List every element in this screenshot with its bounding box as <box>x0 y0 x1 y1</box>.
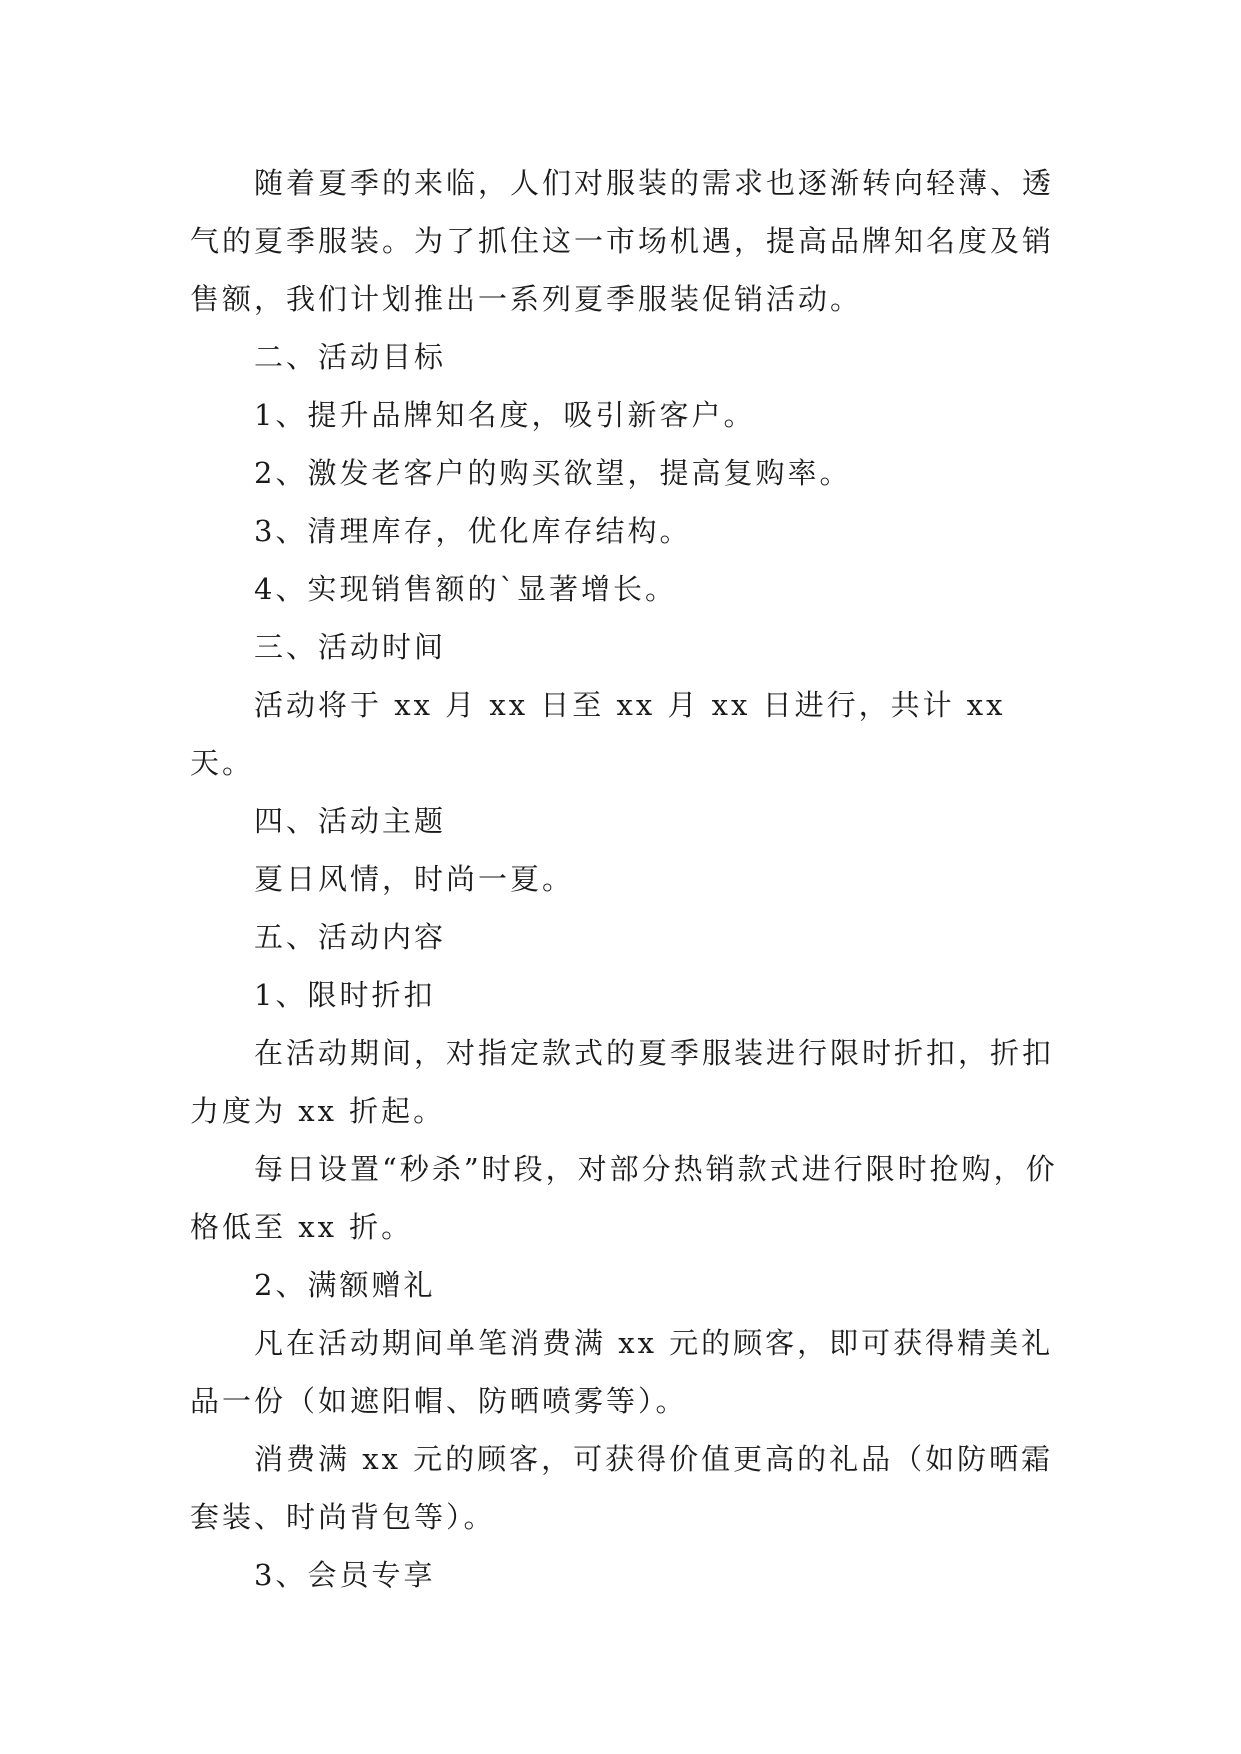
section-heading-goals: 二、活动目标 <box>254 340 447 374</box>
section-heading-content: 五、活动内容 <box>254 920 447 954</box>
subheading-discount: 1、限时折扣 <box>254 978 436 1012</box>
theme-paragraph: 夏日风情，时尚一夏。 <box>254 862 575 896</box>
time-paragraph: 活动将于 xx 月 xx 日至 xx 月 xx 日进行，共计 xx 天。 <box>190 688 1006 780</box>
goal-item-3: 3、清理库存，优化库存结构。 <box>254 514 692 548</box>
gift-paragraph-2: 消费满 xx 元的顾客，可获得价值更高的礼品（如防晒霜套装、时尚背包等）。 <box>190 1442 1054 1534</box>
subheading-member: 3、会员专享 <box>254 1558 436 1592</box>
goal-item-1: 1、提升品牌知名度，吸引新客户。 <box>254 398 756 432</box>
document-body <box>190 154 1060 1604</box>
intro-paragraph: 随着夏季的来临，人们对服装的需求也逐渐转向轻薄、透气的夏季服装。为了抓住这一市场机遇，提高品牌知名度及销售额，我们计划推出一系列夏季服装促销活动。 <box>190 166 1055 316</box>
section-heading-theme: 四、活动主题 <box>254 804 447 838</box>
section-heading-time: 三、活动时间 <box>254 630 447 664</box>
gift-paragraph-1: 凡在活动期间单笔消费满 xx 元的顾客，即可获得精美礼品一份（如遮阳帽、防晒喷雾等）。 <box>190 1326 1054 1418</box>
goal-item-4: 4、实现销售额的`显著增长。 <box>254 572 677 606</box>
discount-paragraph-1: 在活动期间，对指定款式的夏季服装进行限时折扣，折扣力度为 xx 折起。 <box>190 1036 1055 1128</box>
subheading-gift: 2、满额赠礼 <box>254 1268 436 1302</box>
discount-paragraph-2: 每日设置“秒杀”时段，对部分热销款式进行限时抢购，价格低至 xx 折。 <box>190 1152 1058 1244</box>
goal-item-2: 2、激发老客户的购买欲望，提高复购率。 <box>254 456 852 490</box>
